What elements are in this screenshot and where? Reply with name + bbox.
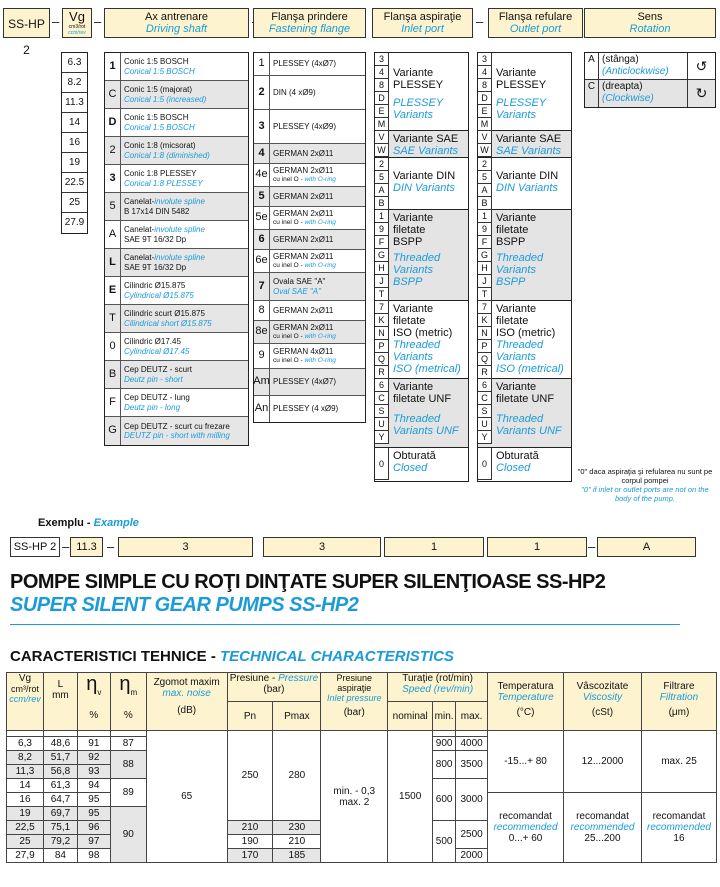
visc-value: 12...2000 — [564, 731, 642, 793]
shaft-option: A Canelat-involute spline SAE 9T 16/32 Dp — [105, 221, 248, 249]
example-shaft: 3 — [118, 537, 253, 557]
filt-value: max. 25 — [641, 731, 716, 793]
hdr-pressure: Presiune - Pressure (bar) — [227, 673, 321, 702]
inlet-group-din: 2 5 A B Variante DIN DIN Variants — [375, 158, 468, 210]
shaft-option: E Cilindric Ø15.875 Cylindrical Ø15.875 — [105, 277, 248, 305]
shaft-option: 5 Canelat-involute spline B 17x14 DIN 5482 — [105, 193, 248, 221]
table-row: 25 79,2 97 190 210 — [7, 835, 717, 849]
inlet-header-ro: Flanşa aspiraţie — [383, 11, 462, 23]
table-row: 16 64,7 95 recomandat recommended 0...+ 60 recomandat recommended 25...200 recomandat recommended 16 — [7, 793, 717, 807]
flange-option: 2 DIN (4 xØ9) — [254, 76, 365, 110]
hdr-vg: Vg cm³/rot ccm/rev — [7, 673, 44, 731]
rotation-header-ro: Sens — [637, 11, 663, 23]
vg-unit-en: ccm/rev — [68, 30, 86, 36]
outlet-group-sae: V W Variante SAE SAE Variants — [478, 131, 571, 158]
vg-value: 27.9 — [62, 213, 87, 233]
flange-option: 4e GERMAN 2xØ11 cu inel O - with O-ring — [254, 164, 365, 187]
table-row: 19 69,7 95 90 — [7, 807, 717, 821]
inlet-group-unf: 6 C S U Y Variante filetate UNF Threaded Variants UNF — [375, 379, 468, 448]
example-outlet: 1 — [487, 537, 587, 557]
hdr-mech-eff: $\eta_m$ % — [110, 673, 146, 731]
flange-option: 3 PLESSEY (4xØ9) — [254, 110, 365, 144]
rotation-header — [584, 8, 716, 38]
anticlockwise-icon: ↺ — [687, 53, 715, 79]
table-row: 6,3 48,6 91 87 900 4000 — [7, 737, 717, 751]
filt-recommended: recomandat recommended 16 — [641, 793, 716, 863]
vg-value: 6.3 — [62, 53, 87, 73]
flange-option: 7 Ovala SAE "A" Oval SAE "A" — [254, 273, 365, 301]
vg-value: 16 — [62, 133, 87, 153]
vg-value: 8.2 — [62, 73, 87, 93]
example-label: Exemplu - Example — [38, 517, 139, 529]
rotation-option: C (dreapta) (Clockwise) ↻ — [585, 80, 715, 107]
rotation-option: A (stânga) (Anticlockwise) ↺ — [585, 53, 715, 80]
flange-header-ro: Flanşa prindere — [271, 11, 348, 23]
flange-option: 9 GERMAN 4xØ11 cu inel O - with O-ring — [254, 344, 365, 369]
note-en: "0" if inlet or outlet ports are not on the body of the pump. — [581, 485, 709, 503]
title-divider — [10, 624, 680, 625]
inlet-group-plessey: 3 4 8 D E M Variante PLESSEY PLESSEY Variants — [375, 53, 468, 131]
outlet-header-en: Outlet port — [509, 23, 562, 35]
inlet-list — [374, 52, 469, 482]
shaft-option: B Cep DEUTZ - scurt Deutz pin - short — [105, 361, 248, 389]
flange-option: 4 GERMAN 2xØ11 — [254, 144, 365, 164]
note-ro: "0" daca aspiraţia şi refularea nu sunt pe corpul pompei — [577, 467, 713, 485]
hdr-min: min. — [433, 702, 456, 731]
flange-list — [253, 52, 366, 423]
table-row: 8,2 51,7 92 88 800 3500 — [7, 751, 717, 765]
inlet-group-bspp: 1 9 F G H J T Variante filetate BSPP Threaded Variants BSPP — [375, 210, 468, 301]
vg-unit: cm3/rot — [68, 24, 86, 30]
temp-value: -15...+ 80 — [488, 731, 564, 793]
shaft-option: D Conic 1:5 BOSCH Conical 1:5 BOSCH — [105, 109, 248, 137]
page-title-en: SUPER SILENT GEAR PUMPS SS-HP2 — [10, 594, 359, 616]
outlet-group-closed: 0 Obturată Closed — [478, 448, 571, 481]
inlet-group-sae: V W Variante SAE SAE Variants — [375, 131, 468, 158]
code-box — [3, 8, 50, 57]
example-inlet: 1 — [384, 537, 484, 557]
flange-option: An PLESSEY (4 xØ9) — [254, 396, 365, 422]
flange-header — [253, 8, 366, 38]
hdr-filtration: Filtrare Filtration (μm) — [641, 673, 716, 731]
outlet-group-unf: 6 C S U Y Variante filetate UNF Threaded Variants UNF — [478, 379, 571, 448]
vg-value: 11.3 — [62, 93, 87, 113]
inlet-group-closed: 0 Obturată Closed — [375, 448, 468, 481]
flange-option: 8e GERMAN 2xØ11 cu inel O - with O-ring — [254, 321, 365, 344]
shaft-header — [104, 8, 249, 38]
shaft-option: G Cep DEUTZ - scurt cu frezare DEUTZ pin - short with milling — [105, 417, 248, 445]
table-row: 14 61,3 94 89 600 3000 — [7, 779, 717, 793]
table-row: 11,3 56,8 93 — [7, 765, 717, 779]
shaft-option: 3 Conic 1:8 PLESSEY Conical 1:8 PLESSEY — [105, 165, 248, 193]
vg-header — [62, 8, 92, 38]
vg-value: 14 — [62, 113, 87, 133]
hdr-inlet-pressure: Presiune aspiraţie Inlet pressure (bar) — [321, 673, 388, 731]
shaft-option: 1 Conic 1:5 BOSCH Conical 1:5 BOSCH — [105, 53, 248, 81]
table-row: 22,5 75,1 96 210 230 500 2500 — [7, 821, 717, 835]
hdr-speed: Turaţie (rot/min) Speed (rev/min) — [388, 673, 488, 702]
table-row: 27,9 84 98 170 185 2000 — [7, 849, 717, 863]
code-label: SS-HP 2 — [8, 17, 45, 57]
outlet-header-ro: Flanşa refulare — [498, 11, 573, 23]
shaft-option: T Cilindric scurt Ø15.875 Cilindrical short Ø15.875 — [105, 305, 248, 333]
hdr-max: max. — [456, 702, 488, 731]
pn-value: 250 — [227, 731, 273, 821]
note — [575, 467, 715, 503]
hdr-vol-eff: $\eta_v$ % — [77, 673, 110, 731]
outlet-group-din: 2 5 A B Variante DIN DIN Variants — [478, 158, 571, 210]
inlet-pressure-value: min. - 0,3 max. 2 — [321, 731, 388, 863]
shaft-option: 2 Conic 1:8 (micsorat) Conical 1:8 (diminished) — [105, 137, 248, 165]
vg-label: Vg — [69, 9, 85, 24]
outlet-group-plessey: 3 4 8 D E M Variante PLESSEY PLESSEY Variants — [478, 53, 571, 131]
inlet-header — [372, 8, 473, 38]
example-vg: 11.3 — [70, 537, 103, 557]
noise-value: 65 — [146, 731, 227, 863]
example-code: SS-HP 2 — [10, 537, 60, 557]
inlet-group-iso: 7 K N P Q R Variante filetate ISO (metric) Threaded Variants ISO (metrical) — [375, 301, 468, 379]
outlet-list — [477, 52, 572, 482]
hdr-viscosity: Vâscozitate Viscosity (cSt) — [564, 673, 642, 731]
hdr-pmax: Pmax — [273, 702, 321, 731]
rotation-header-en: Rotation — [629, 23, 671, 35]
rotation-list — [584, 52, 716, 108]
vg-value: 22.5 — [62, 173, 87, 193]
vg-value: 19 — [62, 153, 87, 173]
clockwise-icon: ↻ — [687, 80, 715, 107]
outlet-group-iso: 7 K N P Q R Variante filetate ISO (metric) Threaded Variants ISO (metrical) — [478, 301, 571, 379]
vg-value: 25 — [62, 193, 87, 213]
shaft-option: L Canelat-involute spline SAE 9T 16/32 Dp — [105, 249, 248, 277]
hdr-length: L mm — [43, 673, 77, 731]
shaft-header-ro: Ax antrenare — [145, 11, 208, 23]
flange-option: 5 GERMAN 2xØ11 — [254, 187, 365, 207]
outlet-header — [488, 8, 583, 38]
pmax-value: 280 — [273, 731, 321, 821]
visc-recommended: recomandat recommended 25...200 — [564, 793, 642, 863]
shaft-header-en: Driving shaft — [145, 23, 208, 35]
hdr-pn: Pn — [227, 702, 273, 731]
hdr-noise: Zgomot maxim max. noise (dB) — [146, 673, 227, 731]
flange-option: 1 PLESSEY (4xØ7) — [254, 53, 365, 76]
flange-option: 5e GERMAN 2xØ11 cu inel O - with O-ring — [254, 207, 365, 230]
inlet-header-en: Inlet port — [401, 23, 444, 35]
tech-title: CARACTERISTICI TEHNICE - TECHNICAL CHARACTERISTICS — [10, 648, 454, 665]
shaft-option: F Cep DEUTZ - lung Deutz pin - long — [105, 389, 248, 417]
shaft-option: C Conic 1:5 (majorat) Conical 1:5 (increased) — [105, 81, 248, 109]
outlet-group-bspp: 1 9 F G H J T Variante filetate BSPP Threaded Variants BSPP — [478, 210, 571, 301]
shaft-option: 0 Cilindric Ø17.45 Cylindrical Ø17.45 — [105, 333, 248, 361]
flange-option: Am PLESSEY (4xØ7) — [254, 369, 365, 396]
vg-list — [61, 52, 88, 234]
hdr-nominal: nominal — [388, 702, 433, 731]
temp-recommended: recomandat recommended 0...+ 60 — [488, 793, 564, 863]
page-title: POMPE SIMPLE CU ROŢI DINŢATE SUPER SILENŢIOASE SS-HP2 — [10, 571, 606, 593]
hdr-temperature: Temperatura Temperature (°C) — [488, 673, 564, 731]
tech-table — [6, 672, 717, 863]
flange-option: 6 GERMAN 2xØ11 — [254, 230, 365, 250]
flange-option: 8 GERMAN 2xØ11 — [254, 301, 365, 321]
flange-header-en: Fastening flange — [268, 23, 351, 35]
flange-option: 6e GERMAN 2xØ11 cu inel O - with O-ring — [254, 250, 365, 273]
example-flange: 3 — [263, 537, 381, 557]
example-rotation: A — [597, 537, 696, 557]
nominal-speed: 1500 — [388, 731, 433, 863]
shaft-list — [104, 52, 249, 446]
